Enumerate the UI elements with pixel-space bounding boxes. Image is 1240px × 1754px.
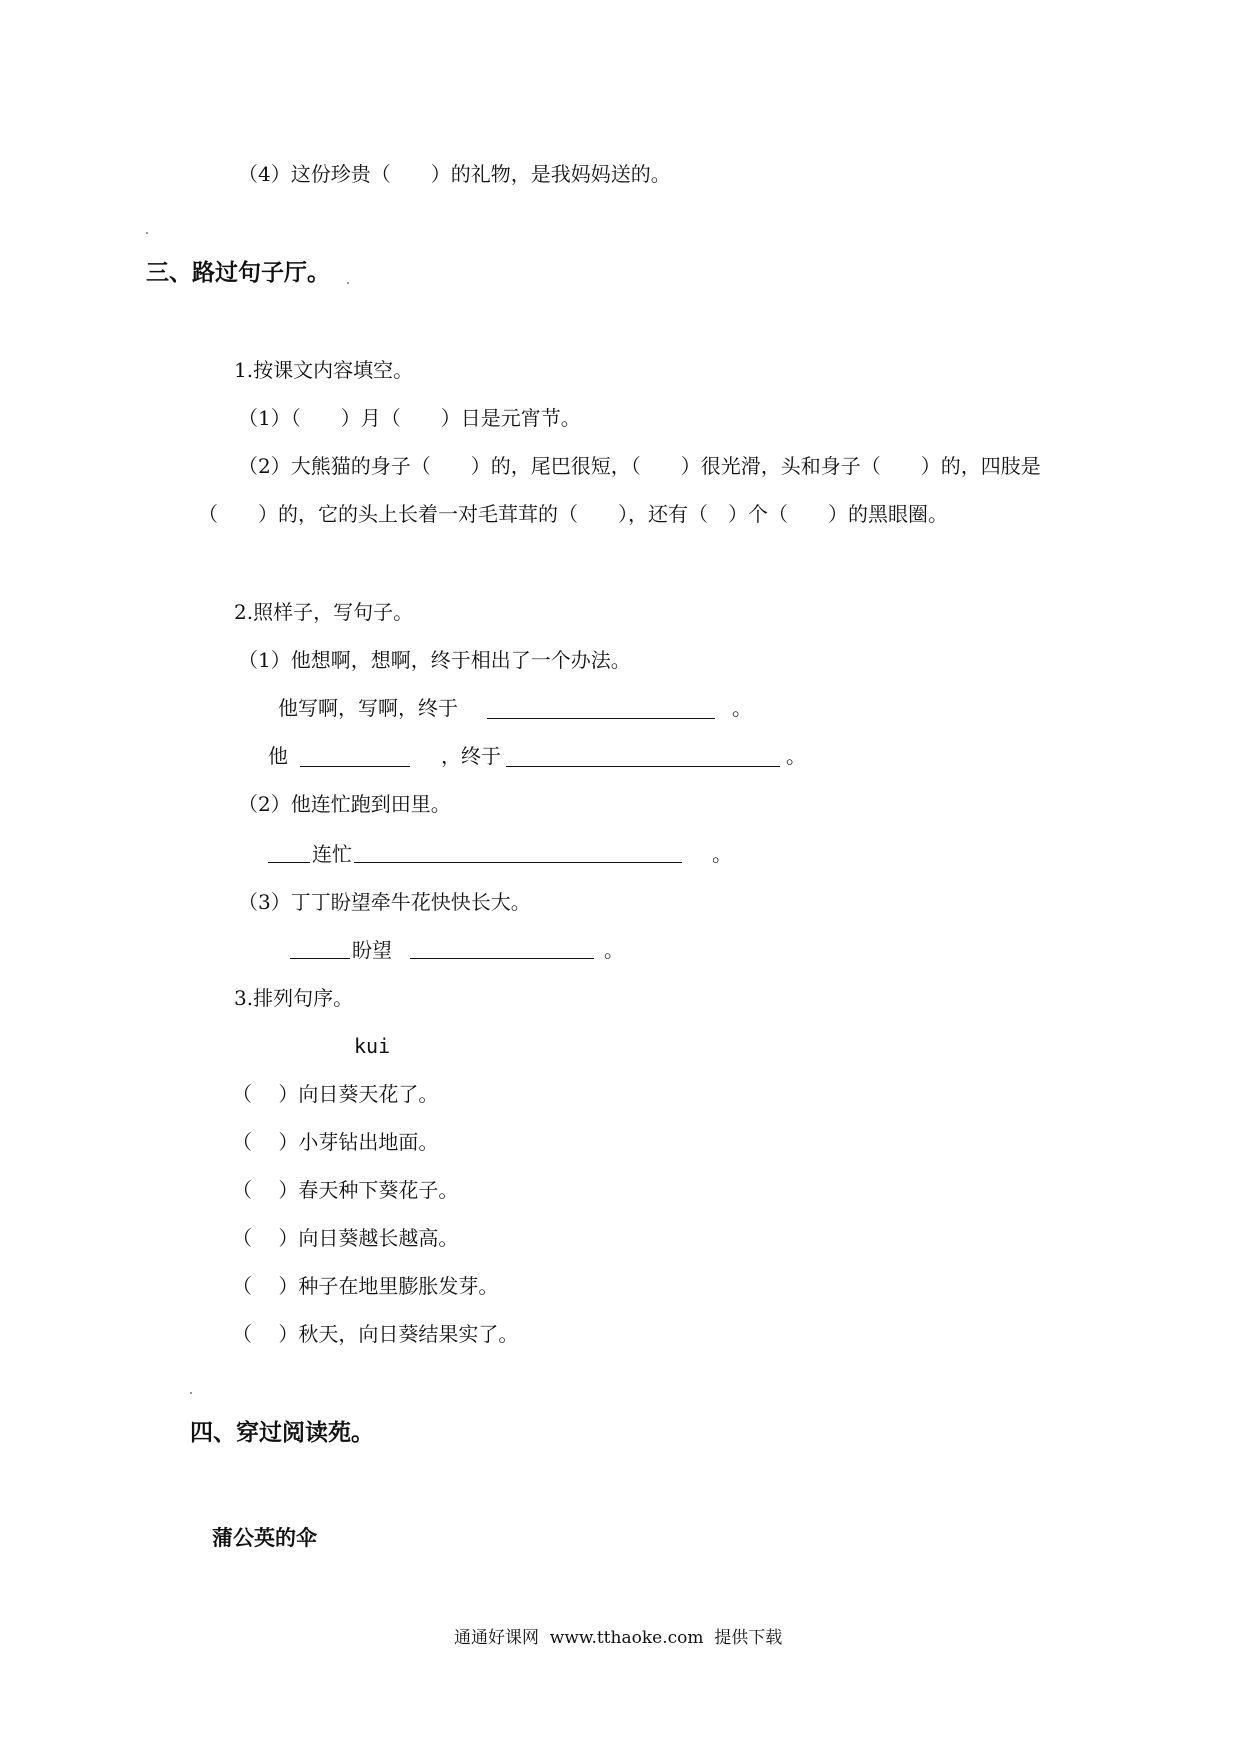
answer-blank[interactable] — [487, 718, 715, 719]
scan-speck — [146, 232, 148, 234]
q3-pinyin: kui — [354, 1034, 391, 1058]
q3-title: 3.排列句序。 — [234, 986, 354, 1010]
section3-heading: 三、路过句子厅。 — [146, 260, 330, 286]
scan-speck — [347, 282, 349, 284]
q2-ex3-line-end: 。 — [604, 938, 624, 962]
q2-ex2-line-mid: 连忙 — [312, 842, 352, 866]
answer-blank[interactable] — [506, 766, 780, 767]
section4-heading: 四、穿过阅读苑。 — [190, 1420, 374, 1446]
q1-line-1: （1）（ ）月（ ）日是元宵节。 — [238, 406, 581, 430]
q2-ex1-line1-end: 。 — [732, 696, 752, 720]
q3-item: （ ）向日葵越长越高。 — [232, 1226, 459, 1250]
section2-item-4: （4）这份珍贵（ ）的礼物，是我妈妈送的。 — [238, 162, 671, 186]
answer-blank[interactable] — [354, 862, 682, 863]
q3-item: （ ）小芽钻出地面。 — [232, 1130, 439, 1154]
q1-line-2a: （2）大熊猫的身子（ ）的，尾巴很短，（ ）很光滑，头和身子（ ）的，四肢是 — [238, 454, 1041, 478]
q2-ex1-line2-mid: ，终于 — [441, 744, 501, 768]
q2-ex1-line2-prefix: 他 — [268, 744, 288, 768]
q2-example-3: （3）丁丁盼望牵牛花快快长大。 — [238, 890, 531, 914]
q2-title: 2.照样子，写句子。 — [234, 600, 414, 624]
q2-ex2-line-end: 。 — [712, 842, 732, 866]
q3-item: （ ）秋天，向日葵结果实了。 — [232, 1322, 519, 1346]
page-footer: 通通好课网 www.tthaoke.com 提供下载 — [454, 1628, 783, 1648]
q2-ex1-line1-prefix: 他写啊，写啊，终于 — [278, 696, 458, 720]
q1-line-2b: （ ）的，它的头上长着一对毛茸茸的（ ），还有（ ）个（ ）的黑眼圈。 — [198, 502, 948, 526]
answer-blank[interactable] — [268, 862, 310, 863]
scan-speck — [190, 1392, 192, 1394]
q2-example-2: （2）他连忙跑到田里。 — [238, 792, 451, 816]
answer-blank[interactable] — [290, 958, 350, 959]
q3-item: （ ）向日葵天花了。 — [232, 1082, 439, 1106]
q3-item: （ ）春天种下葵花子。 — [232, 1178, 459, 1202]
q3-item: （ ）种子在地里膨胀发芽。 — [232, 1274, 499, 1298]
q2-ex1-line2-end: 。 — [786, 744, 806, 768]
article-title: 蒲公英的伞 — [212, 1526, 317, 1550]
q2-example-1: （1）他想啊，想啊，终于相出了一个办法。 — [238, 648, 631, 672]
q2-ex3-line-mid: 盼望 — [352, 938, 392, 962]
q1-title: 1.按课文内容填空。 — [234, 358, 414, 382]
answer-blank[interactable] — [410, 958, 594, 959]
answer-blank[interactable] — [300, 766, 410, 767]
